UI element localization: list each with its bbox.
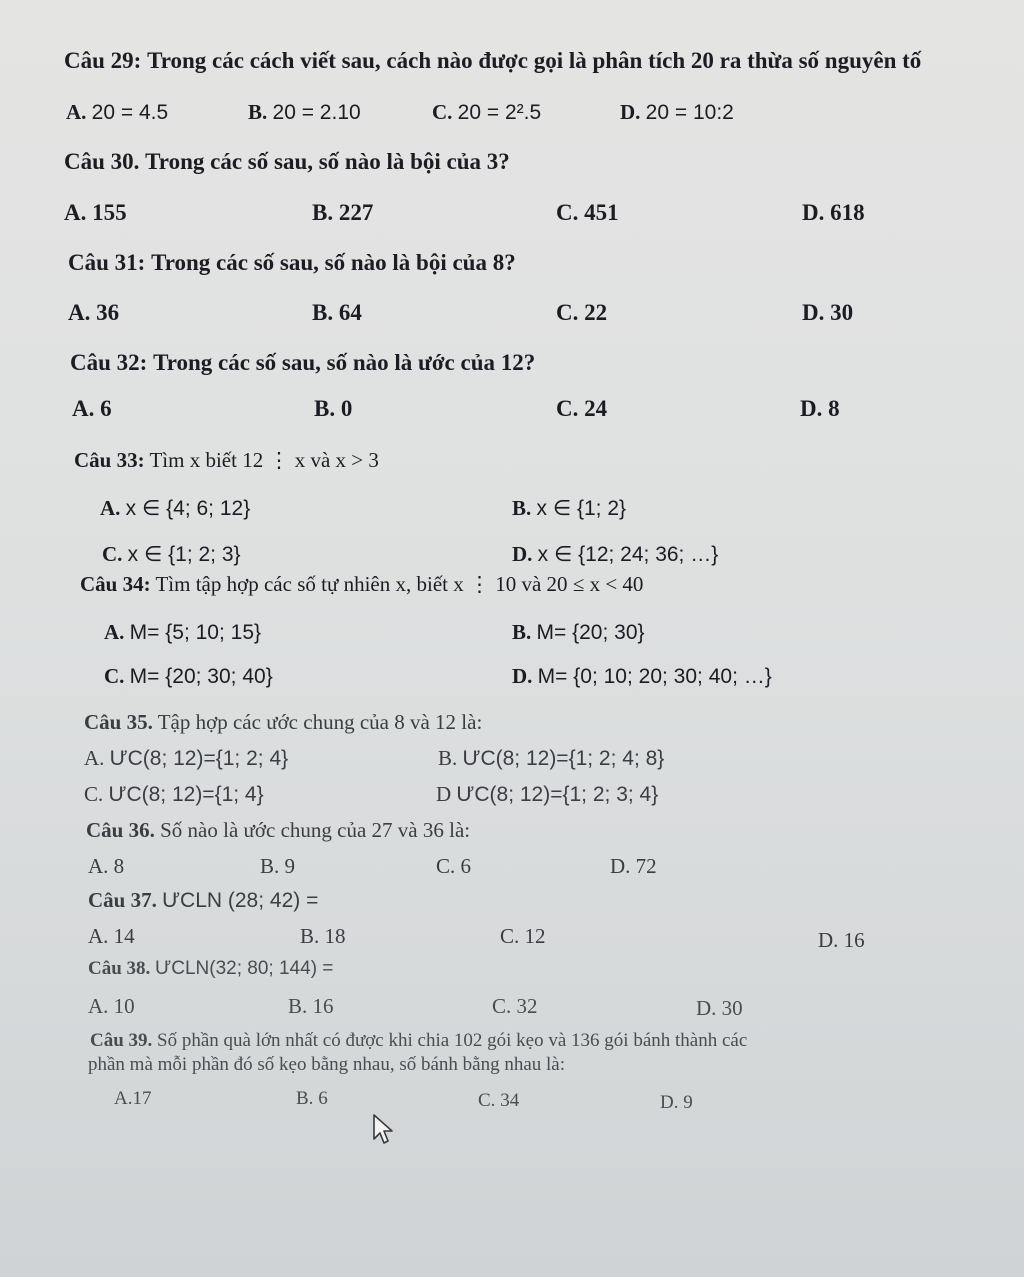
question-39 [90,1030,747,1052]
option-c[interactable]: C. 451 [556,200,619,225]
option-a[interactable]: A. 36 [68,300,120,325]
option-d[interactable]: D. x ∈ {12; 24; 36; …} [512,542,719,566]
option-d[interactable]: D. 30 [696,996,743,1020]
question-text: Số phần quà lớn nhất có được khi chia 102 gói kẹo và 136 gói bánh thành các [157,1030,748,1051]
question-text: Trong các số sau, số nào là bội của 3? [145,149,510,174]
question-text: ƯCLN(32; 80; 144) = [155,958,334,979]
option-a[interactable]: A. 6 [72,396,112,421]
question-text: Trong các cách viết sau, cách nào được gọi là phân tích 20 ra thừa số nguyên tố [147,48,922,73]
option-b[interactable]: B. 16 [288,994,334,1018]
question-label: Câu 39. [90,1030,153,1051]
option-d[interactable]: D. 72 [610,854,657,878]
option-a[interactable]: A. 20 = 4.5 [66,100,169,124]
question-label: Câu 30. [64,149,140,174]
option-c[interactable]: C. 34 [478,1090,520,1111]
question-32 [70,350,535,376]
option-b[interactable]: B. 9 [260,854,296,878]
question-label: Câu 36. [86,818,155,842]
option-d[interactable]: D. 16 [818,928,865,952]
option-a[interactable]: A. ƯC(8; 12)={1; 2; 4} [84,746,289,770]
question-text: Tìm x biết 12 ⋮ x và x > 3 [149,448,379,472]
question-text: phần mà mỗi phần đó số kẹo bằng nhau, số bánh bằng nhau là: [88,1054,566,1075]
option-c[interactable]: C. x ∈ {1; 2; 3} [102,542,241,566]
option-d[interactable]: D. 30 [802,300,854,325]
option-b[interactable]: B. 20 = 2.10 [248,100,361,124]
question-label: Câu 33: [74,448,145,472]
option-b[interactable]: B. 64 [312,300,362,325]
option-a[interactable]: A. x ∈ {4; 6; 12} [100,496,251,520]
question-35 [84,710,482,735]
option-d[interactable]: D ƯC(8; 12)={1; 2; 3; 4} [436,782,659,806]
option-b[interactable]: B. 0 [314,396,353,421]
option-d[interactable]: D. 9 [660,1092,693,1113]
option-a[interactable]: A. 10 [88,994,135,1018]
option-c[interactable]: C. 6 [436,854,472,878]
option-c[interactable]: C. 22 [556,300,608,325]
question-31 [68,250,516,276]
option-a[interactable]: A. 14 [88,924,135,948]
question-30 [64,149,510,175]
question-label: Câu 37. [88,888,157,912]
option-c[interactable]: C. 20 = 2².5 [432,100,542,124]
question-label: Câu 31: [68,250,146,275]
question-text: Trong các số sau, số nào là bội của 8? [151,250,516,275]
option-a[interactable]: A. 155 [64,200,127,225]
option-c[interactable]: C. ƯC(8; 12)={1; 4} [84,782,264,806]
option-d[interactable]: D. 20 = 10:2 [620,100,734,124]
mouse-pointer-icon [372,1113,398,1147]
option-d[interactable]: D. 8 [800,396,840,421]
option-d[interactable]: D. M= {0; 10; 20; 30; 40; …} [512,664,772,688]
question-label: Câu 29: [64,48,142,73]
option-b[interactable]: B. 6 [296,1088,328,1109]
question-29 [64,48,921,74]
option-b[interactable]: B. M= {20; 30} [512,620,645,644]
question-text: Tìm tập hợp các số tự nhiên x, biết x ⋮ 10 và 20 ≤ x < 40 [155,572,644,596]
option-c[interactable]: C. 12 [500,924,546,948]
question-label: Câu 32: [70,350,148,375]
question-33 [74,448,379,473]
question-label: Câu 34: [80,572,151,596]
question-text: ƯCLN (28; 42) = [162,889,319,912]
option-a[interactable]: A.17 [114,1088,152,1109]
question-34 [80,572,643,597]
question-37 [88,888,318,913]
option-a[interactable]: A. M= {5; 10; 15} [104,620,262,644]
question-36 [86,818,470,843]
question-text: Tập hợp các ước chung của 8 và 12 là: [157,710,483,734]
question-label: Câu 38. [88,958,151,979]
option-b[interactable]: B. 18 [300,924,346,948]
option-c[interactable]: C. 24 [556,396,608,421]
question-39-continued [88,1054,565,1076]
option-c[interactable]: C. M= {20; 30; 40} [104,664,273,688]
question-text: Số nào là ước chung của 27 và 36 là: [160,818,471,842]
option-b[interactable]: B. ƯC(8; 12)={1; 2; 4; 8} [438,746,665,770]
option-b[interactable]: B. 227 [312,200,374,225]
option-b[interactable]: B. x ∈ {1; 2} [512,496,627,520]
option-d[interactable]: D. 618 [802,200,865,225]
question-38 [88,958,333,980]
option-c[interactable]: C. 32 [492,994,538,1018]
question-label: Câu 35. [84,710,153,734]
option-a[interactable]: A. 8 [88,854,125,878]
question-text: Trong các số sau, số nào là ước của 12? [153,350,536,375]
